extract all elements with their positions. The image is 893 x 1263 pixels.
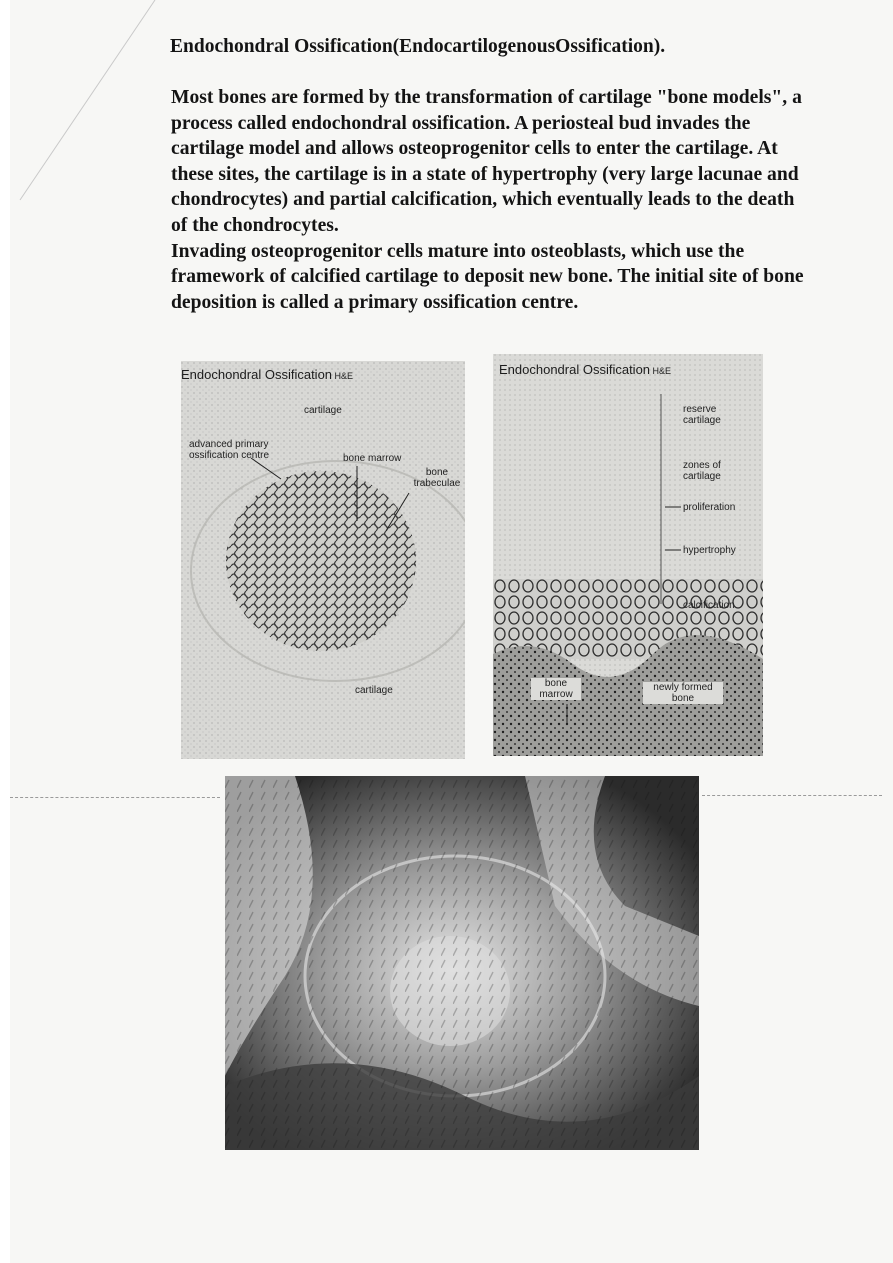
paragraph-1: Most bones are formed by the transformation of cartilage "bone models", a process called endochondral ossification. A periosteal bud invades the cartilage model and allows osteoprogenitor cells to enter the cartilage. At these sites, the cartilage is in a state of hypertrophy (very large lacunae and chondrocytes) and partial calcification, which eventually leads to the death of the chondrocytes. (171, 87, 802, 236)
paragraph-2: Invading osteoprogenitor cells mature into osteoblasts, which use the framework of calcified cartilage to deposit new bone. The initial site of bone deposition is called a primary ossification centre. (171, 240, 804, 313)
figure-bottom-micrograph-photo (225, 776, 699, 1150)
label-proliferation: proliferation (683, 502, 736, 513)
label-cartilage-bottom: cartilage (355, 685, 393, 696)
right-figure-stain: H&E (652, 366, 672, 376)
label-hypertrophy: hypertrophy (683, 545, 736, 556)
label-bone-marrow: bone marrow (343, 453, 402, 464)
left-figure-title-text: Endochondral Ossification (181, 367, 333, 382)
figure-right-micrograph (493, 354, 763, 756)
page-title: Endochondral Ossification(EndocartilogenousOssification). (170, 36, 666, 57)
left-micrograph-drawing (181, 361, 465, 759)
figure-left-micrograph (181, 361, 465, 759)
scan-artifact-dash-right (702, 795, 882, 796)
label-reserve-cartilage: reserve cartilage (683, 404, 721, 426)
scan-artifact-line (0, 0, 160, 230)
label-cartilage-top: cartilage (304, 405, 342, 416)
label-zones-of-cartilage: zones of cartilage (683, 460, 721, 482)
label-bone-trabeculae: bone trabeculae (413, 467, 461, 489)
bottom-photo-drawing (225, 776, 699, 1150)
body-text (171, 85, 811, 315)
right-figure-title (499, 362, 671, 377)
label-bone-marrow-right: bone marrow (531, 678, 581, 700)
right-figure-title-text: Endochondral Ossification (499, 362, 651, 377)
label-advanced-ossification-centre: advanced primary ossification centre (189, 439, 270, 461)
left-figure-stain: H&E (334, 371, 354, 381)
left-figure-title (181, 367, 353, 382)
label-newly-formed-bone: newly formed bone (643, 682, 723, 704)
scan-artifact-dash-left (10, 797, 220, 798)
label-calcification: calcification (683, 600, 735, 611)
